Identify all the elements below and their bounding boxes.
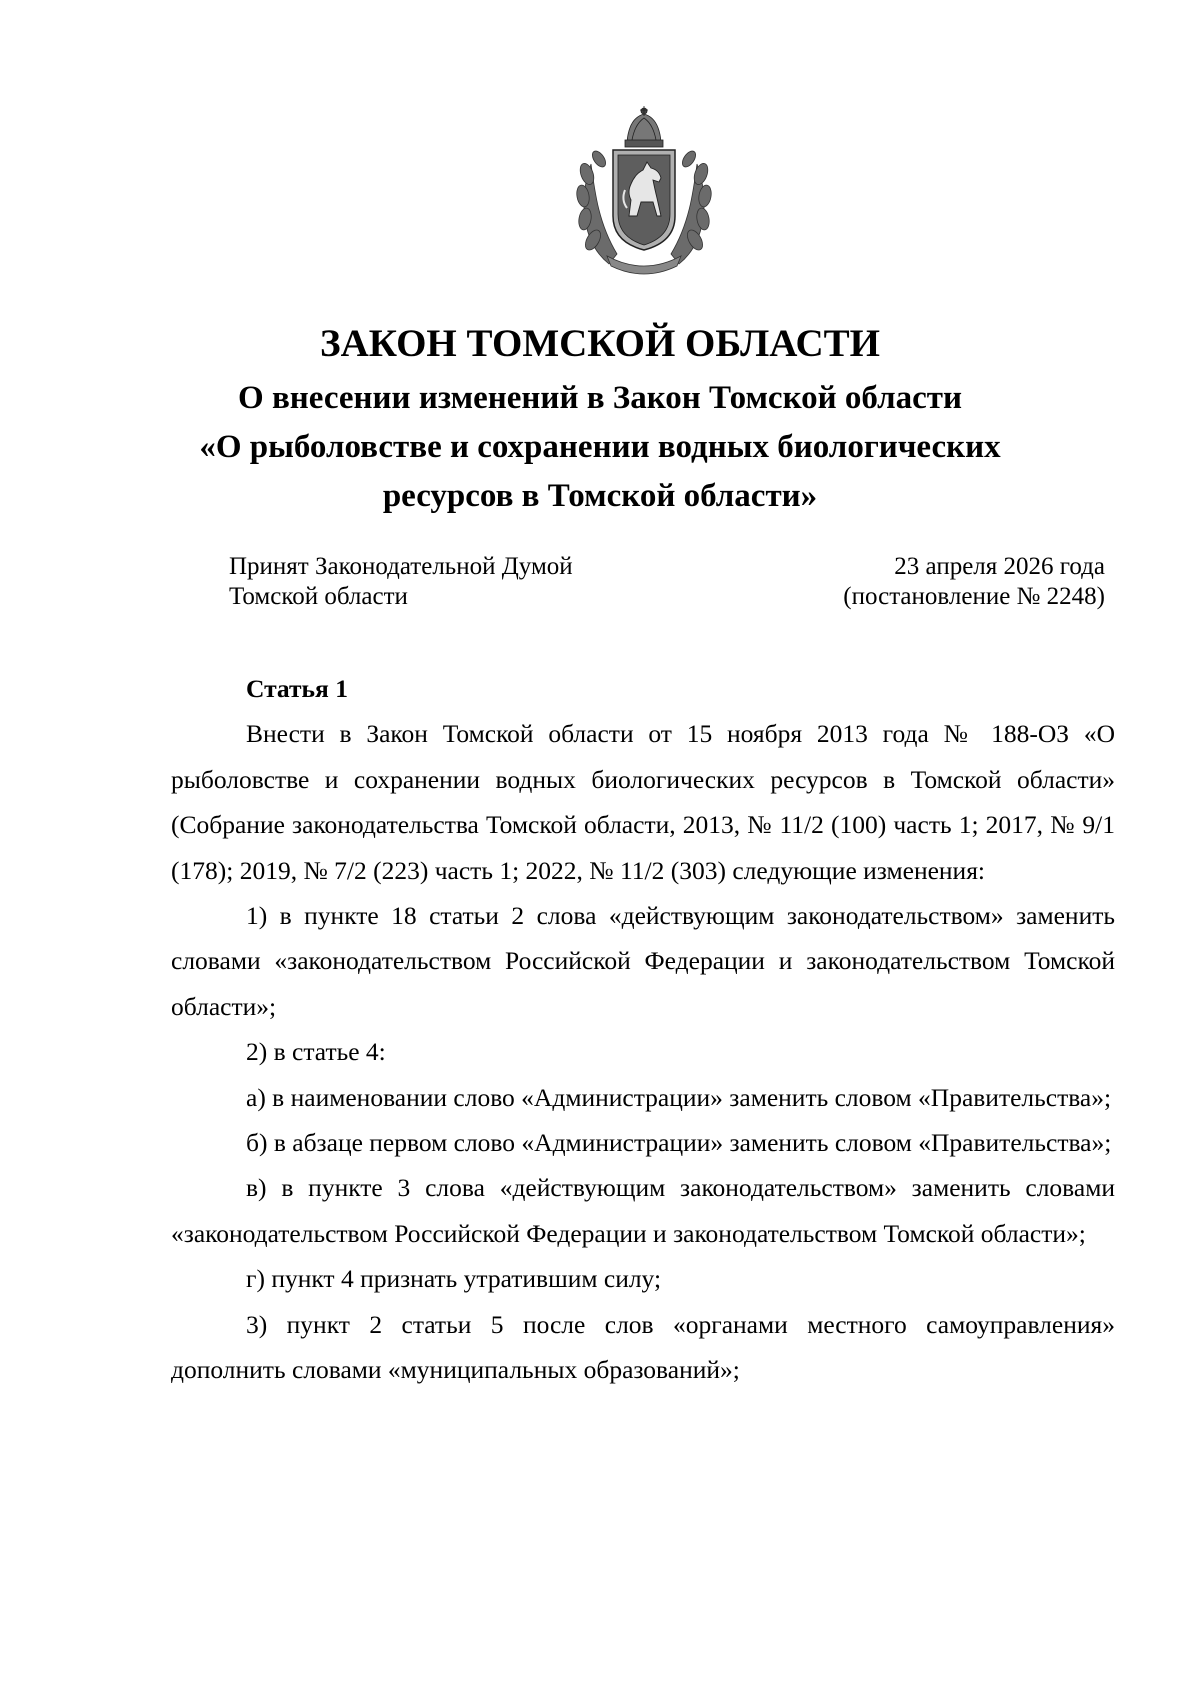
paragraph-item-3: 3) пункт 2 статьи 5 после слов «органами местного самоуправления» дополнить словами «муниципальных образований»; [171,1309,1115,1385]
paragraph-item-2b: б) в абзаце первом слово «Администрации» заменить словом «Правительства»; [246,1128,1112,1158]
article-heading: Статья 1 [246,674,348,703]
document-title-block [0,314,1200,521]
document-subtitle-line-1: О внесении изменений в Закон Томской области [238,380,962,416]
paragraph-item-2a: а) в наименовании слово «Администрации» заменить словом «Правительства»; [246,1082,1112,1112]
document-title: ЗАКОН ТОМСКОЙ ОБЛАСТИ [320,322,880,365]
paragraph-item-2g: г) пункт 4 признать утратившим силу; [246,1264,662,1294]
paragraph-intro: Внести в Закон Томской области от 15 ноября 2013 года № 188-ОЗ «О рыболовстве и сохранении водных биологических ресурсов в Томской области» (Собрание законодательства Томской области, 2013, № 11/2 (100) часть 1; 2017, № 9/1 (178); 2019, № 7/2 (223) часть 1; 2022, № 11/2 (303) следующие изменения: [171,719,1115,885]
coat-of-arms-icon [569,104,719,279]
document-subtitle-line-3: ресурсов в Томской области» [382,478,818,514]
law-body [171,666,1115,1393]
resolution-number: (постановление № 2248) [843,583,1105,610]
document-subtitle-line-2: «О рыболовстве и сохранении водных биологических [199,429,1001,465]
adopted-date: 23 апреля 2026 года [894,553,1105,580]
paragraph-item-1: 1) в пункте 18 статьи 2 слова «действующим законодательством» заменить словами «законодательством Российской Федерации и законодательством Томской области»; [171,901,1115,1021]
adopted-by-line-2: Томской области [229,583,408,610]
adopted-by-line-1: Принят Законодательной Думой [229,553,573,580]
adopted-by-block [229,552,573,612]
paragraph-item-2: 2) в статье 4: [246,1037,386,1067]
paragraph-item-2v: в) в пункте 3 слова «действующим законодательством» заменить словами «законодательством Российской Федерации и законодательством Томской области»; [171,1173,1115,1248]
adopted-date-block [843,552,1105,612]
